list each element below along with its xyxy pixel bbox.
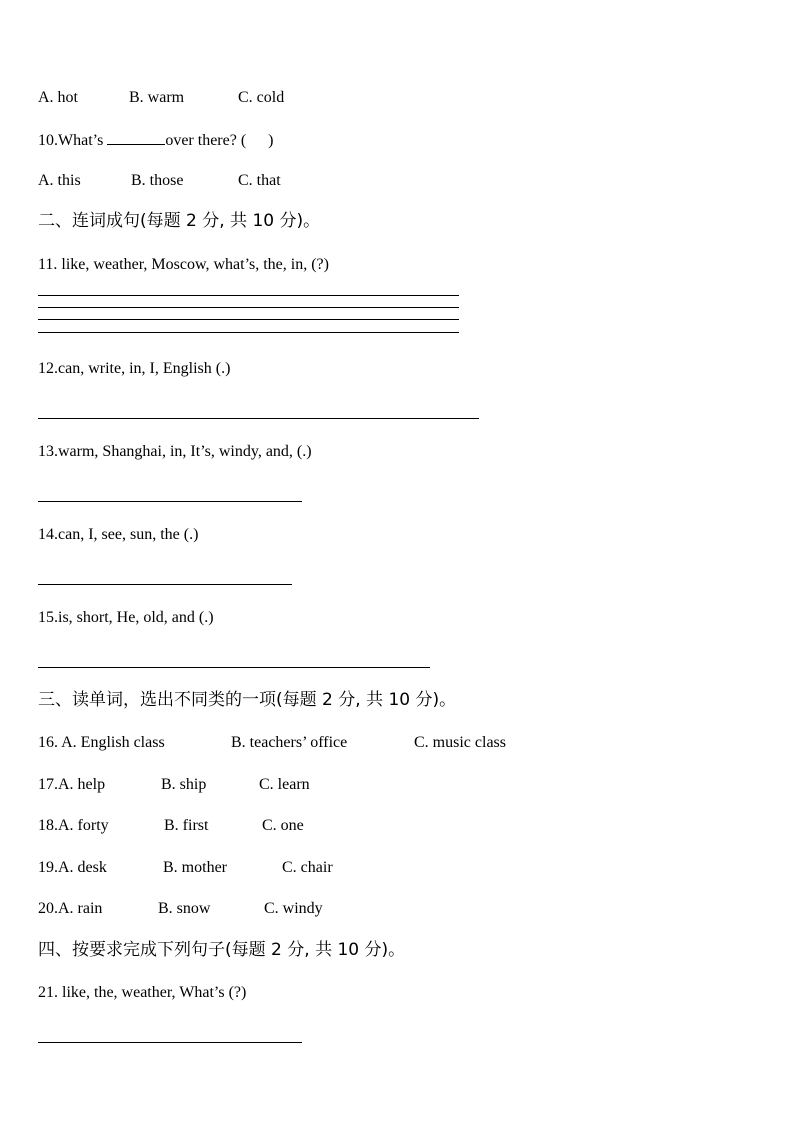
q15-answer-line: [38, 667, 430, 668]
q10-option-c: C. that: [238, 172, 281, 189]
section-2-title: 二、连词成句(每题 2 分, 共 10 分)。: [38, 211, 321, 231]
q9-option-b: B. warm: [129, 89, 185, 106]
q20-option-b: B. snow: [158, 900, 211, 917]
q13-answer-line: [38, 501, 302, 502]
section-4-title: 四、按要求完成下列句子(每题 2 分, 共 10 分)。: [38, 940, 406, 960]
q10-option-a: A. this: [38, 172, 81, 189]
q19-option-c: C. chair: [282, 859, 333, 876]
q14-text: 14.can, I, see, sun, the (.): [38, 526, 199, 543]
q10-blank: [107, 130, 165, 145]
q17-option-a: 17.A. help: [38, 776, 106, 793]
q19-option-b: B. mother: [163, 859, 227, 876]
q11-text: 11. like, weather, Moscow, what’s, the, in, (?): [38, 256, 329, 273]
q19-option-a: 19.A. desk: [38, 859, 107, 876]
q14-answer-line: [38, 584, 292, 585]
q16-option-c: C. music class: [414, 734, 506, 751]
q17-option-b: B. ship: [161, 776, 207, 793]
q9-option-a: A. hot: [38, 89, 78, 106]
q16-option-a: 16. A. English class: [38, 734, 165, 751]
q9-option-c: C. cold: [238, 89, 285, 106]
q11-answer-line-2: [38, 307, 459, 308]
q11-answer-line-3: [38, 319, 459, 320]
q18-option-c: C. one: [262, 817, 304, 834]
q21-answer-line: [38, 1042, 302, 1043]
q21-text: 21. like, the, weather, What’s (?): [38, 984, 247, 1001]
q10-close: ): [268, 132, 274, 149]
q10-question: [38, 130, 274, 151]
q11-answer-line-1: [38, 295, 459, 296]
q20-option-c: C. windy: [264, 900, 323, 917]
section-3-title: 三、读单词，选出不同类的一项(每题 2 分, 共 10 分)。: [38, 690, 457, 710]
q18-option-a: 18.A. forty: [38, 817, 109, 834]
q15-text: 15.is, short, He, old, and (.): [38, 609, 214, 626]
q10-option-b: B. those: [131, 172, 184, 189]
q18-option-b: B. first: [164, 817, 209, 834]
q17-option-c: C. learn: [259, 776, 310, 793]
q12-text: 12.can, write, in, I, English (.): [38, 360, 231, 377]
q13-text: 13.warm, Shanghai, in, It’s, windy, and, (.): [38, 443, 312, 460]
q16-option-b: B. teachers’ office: [231, 734, 348, 751]
q10-prefix: 10.What’s: [38, 132, 104, 149]
q10-suffix: over there? (: [165, 132, 247, 149]
q11-answer-line-4: [38, 332, 459, 333]
q20-option-a: 20.A. rain: [38, 900, 103, 917]
q12-answer-line: [38, 418, 479, 419]
